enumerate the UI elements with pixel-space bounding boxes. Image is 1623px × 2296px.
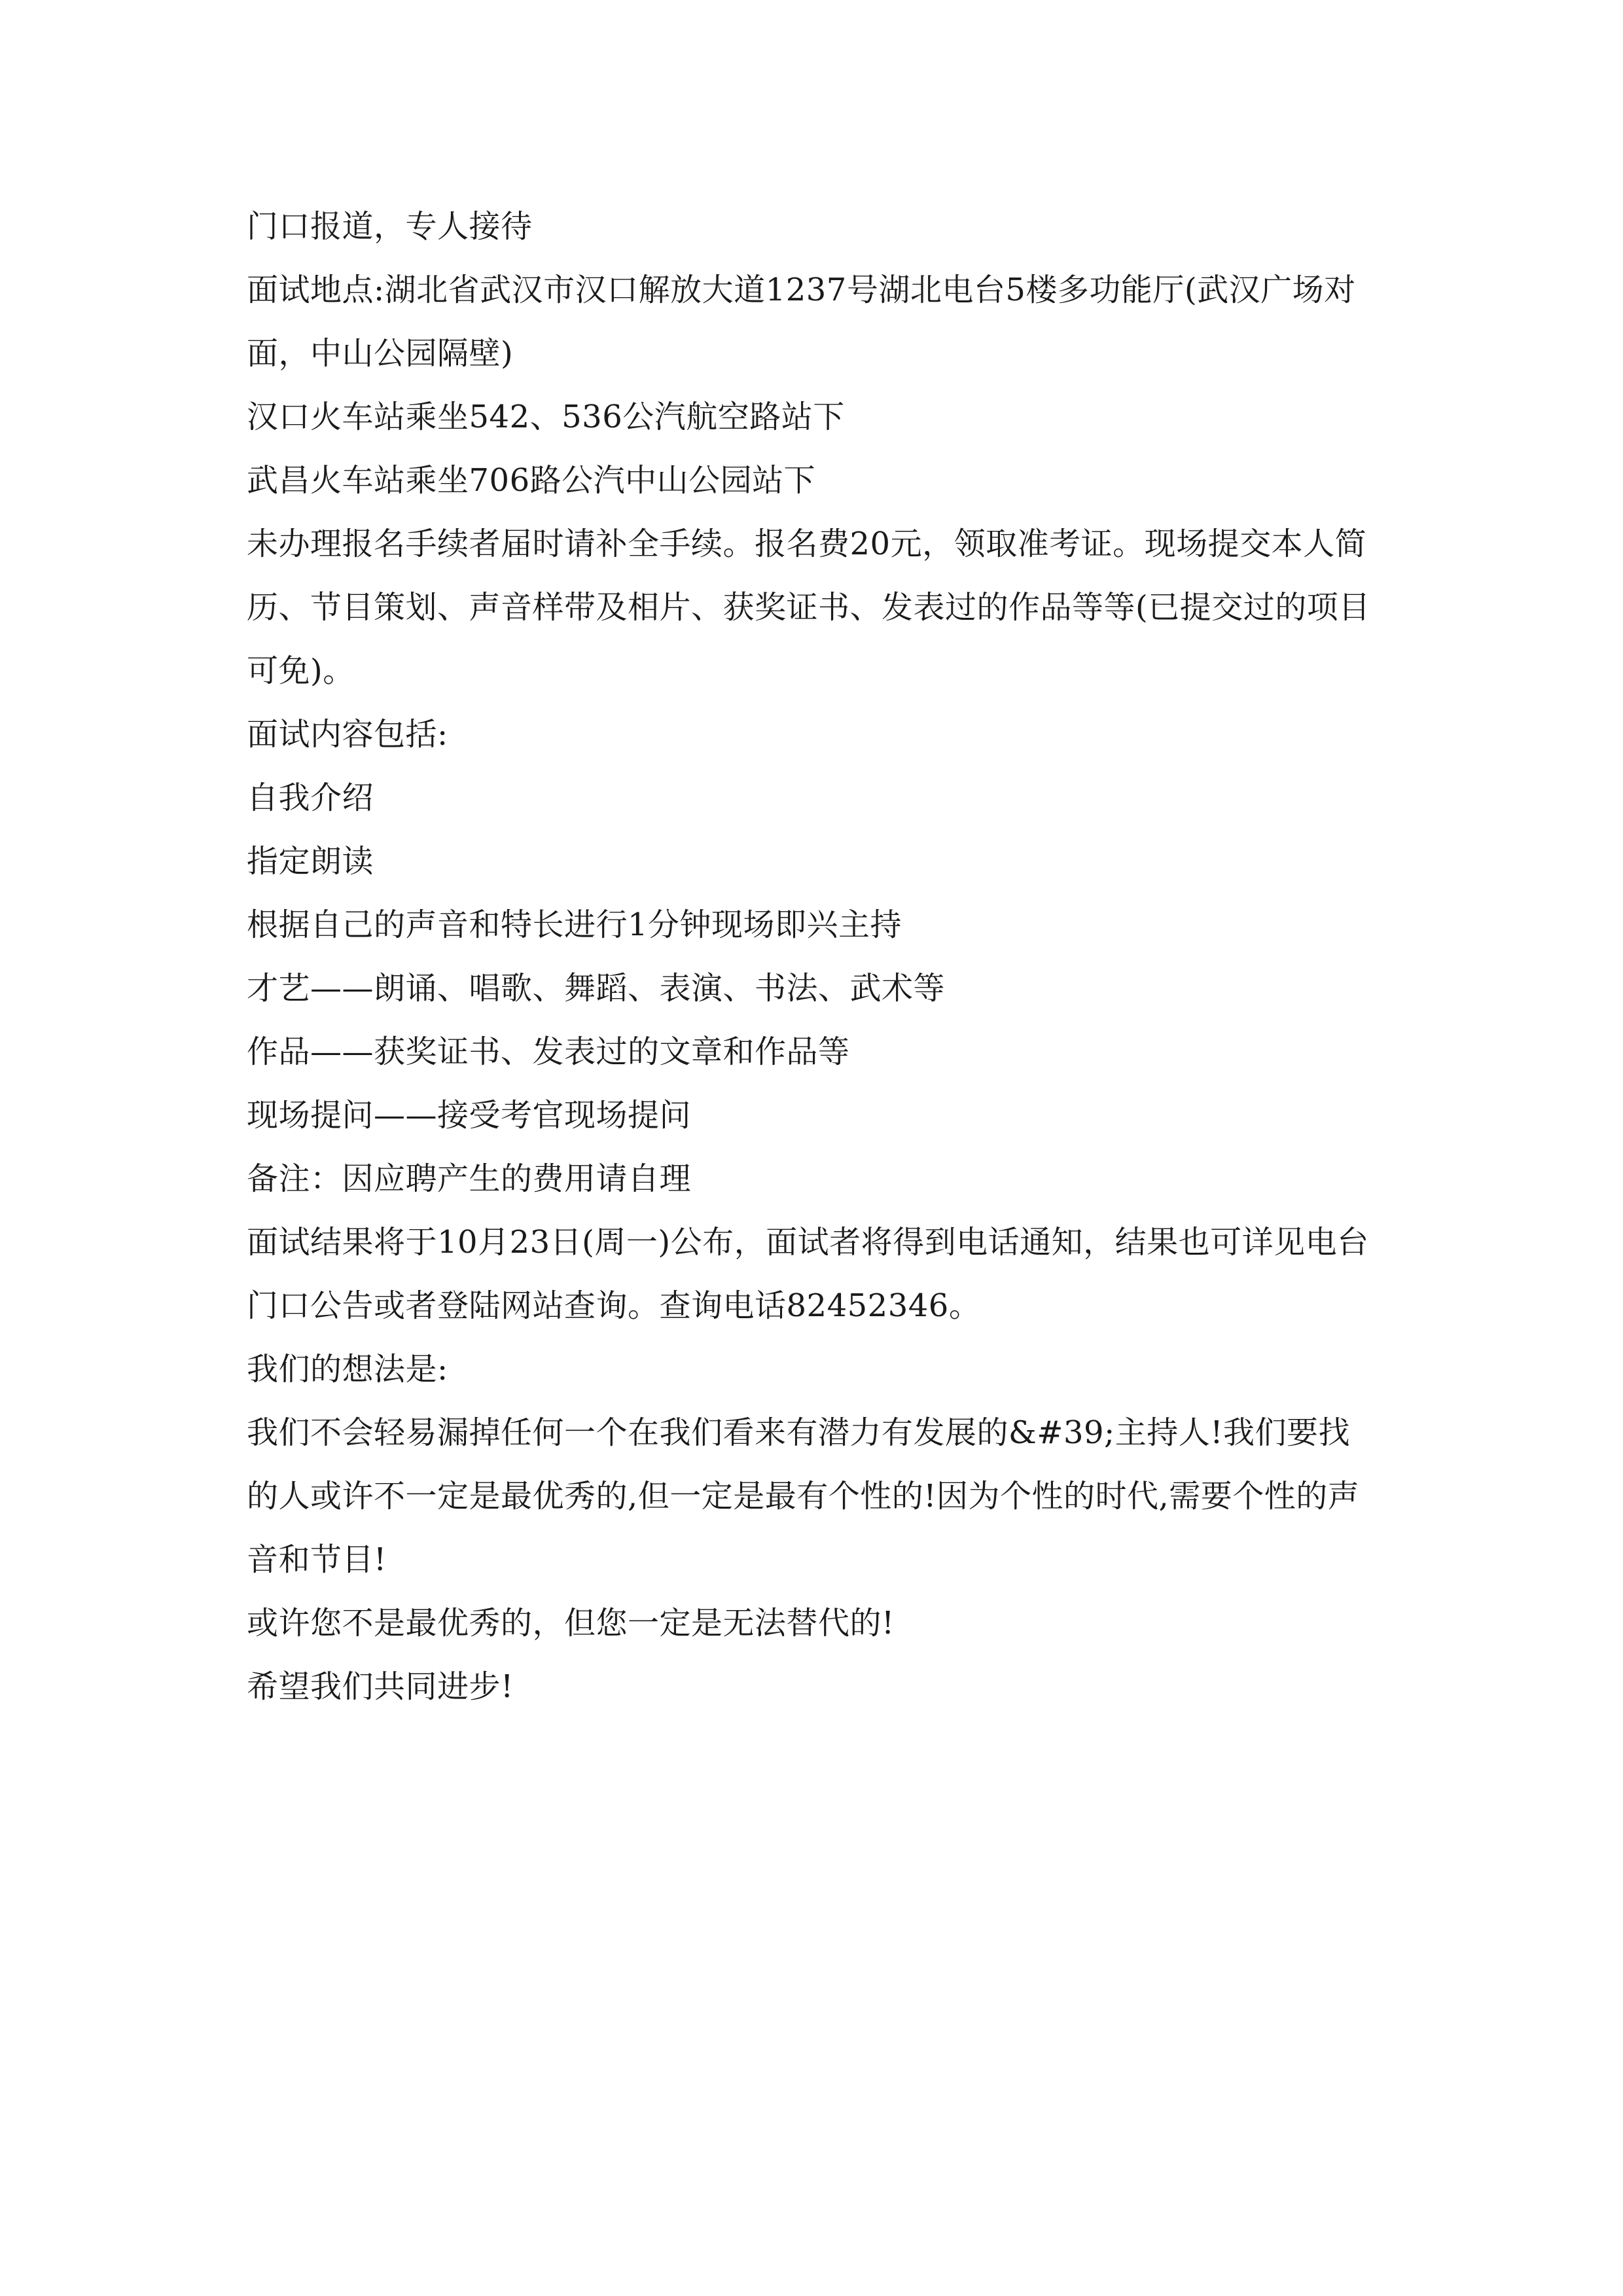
- paragraph-reception: 门口报道，专人接待: [247, 208, 533, 245]
- paragraph-closing: 希望我们共同进步!: [247, 1668, 514, 1705]
- paragraph-hankou-route: 汉口火车站乘坐542、536公汽航空路站下: [247, 399, 845, 435]
- paragraph-wuchang-route: 武昌火车站乘坐706路公汽中山公园站下: [247, 462, 816, 499]
- paragraph-interview-contents-heading: 面试内容包括:: [247, 716, 448, 753]
- paragraph-results: 面试结果将于10月23日(周一)公布，面试者将得到电话通知，结果也可详见电台门口公告或者登陆网站查询。查询电话82452346。: [247, 1224, 1369, 1324]
- paragraph-improv-hosting: 根据自己的声音和特长进行1分钟现场即兴主持: [247, 906, 902, 943]
- paragraph-interview-location: 面试地点:湖北省武汉市汉口解放大道1237号湖北电台5楼多功能厅(武汉广场对面，中山公园隔壁): [247, 272, 1356, 372]
- document-body: [247, 195, 1379, 1719]
- paragraph-self-introduction: 自我介绍: [247, 780, 374, 816]
- paragraph-questions: 现场提问——接受考官现场提问: [247, 1097, 692, 1134]
- paragraph-works: 作品——获奖证书、发表过的文章和作品等: [247, 1033, 850, 1070]
- paragraph-irreplaceable: 或许您不是最优秀的，但您一定是无法替代的!: [247, 1605, 895, 1641]
- paragraph-assigned-reading: 指定朗读: [247, 843, 374, 880]
- paragraph-our-thoughts-heading: 我们的想法是:: [247, 1351, 448, 1388]
- paragraph-registration: 未办理报名手续者届时请补全手续。报名费20元，领取准考证。现场提交本人简历、节目策划、声音样带及相片、获奖证书、发表过的作品等等(已提交过的项目可免)。: [247, 526, 1370, 689]
- paragraph-talents: 才艺——朗诵、唱歌、舞蹈、表演、书法、武术等: [247, 970, 946, 1007]
- paragraph-our-thoughts: 我们不会轻易漏掉任何一个在我们看来有潜力有发展的&#39;主持人!我们要找的人或许不一定是最优秀的,但一定是最有个性的!因为个性的时代,需要个性的声音和节目!: [247, 1414, 1360, 1578]
- paragraph-note-expenses: 备注：因应聘产生的费用请自理: [247, 1160, 692, 1197]
